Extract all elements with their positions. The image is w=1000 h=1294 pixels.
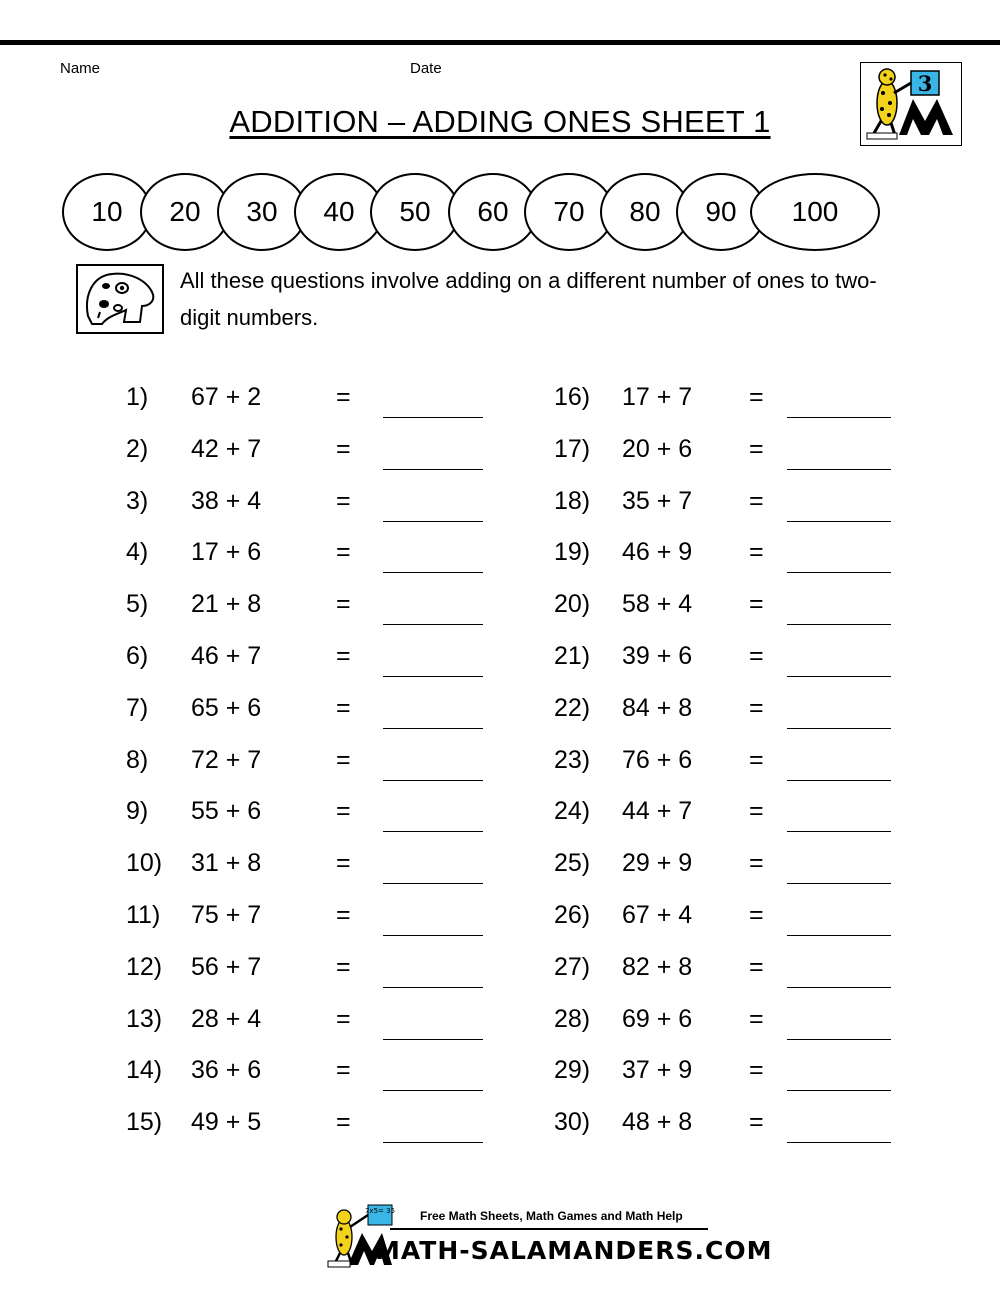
question-expression: 65 + 6 [191,693,262,722]
question-row [0,847,1000,899]
question-number: 3) [126,486,149,515]
question-row [0,1003,1000,1055]
question-number: 9) [126,797,149,826]
question-row [0,1054,1000,1106]
answer-line[interactable] [787,572,891,573]
intro-instructions: All these questions involve adding on a different number of ones to two-digit numbers. [180,268,877,330]
equals-sign: = [749,952,764,981]
question-expression: 49 + 5 [191,1108,262,1137]
equals-sign: = [749,849,764,878]
number-line-oval: 80 [600,173,690,251]
question-expression: 75 + 7 [191,901,262,929]
question-expression: 82 + 8 [622,952,693,981]
question-expression: 42 + 7 [191,434,262,463]
question-expression: 46 + 7 [191,642,262,670]
answer-line[interactable] [787,624,891,625]
equals-sign: = [749,383,764,411]
question-expression: 48 + 8 [622,1108,693,1137]
question-row [0,433,1000,485]
question-expression: 38 + 4 [191,486,262,515]
equals-sign: = [336,1004,351,1033]
number-line-oval: 60 [448,173,538,251]
question-number: 21) [554,642,591,670]
question-expression: 29 + 9 [622,849,693,878]
question-expression: 55 + 6 [191,797,262,826]
name-label: Name [60,60,101,77]
question-number: 10) [126,849,163,878]
answer-line[interactable] [787,935,891,936]
question-number: 26) [554,901,591,929]
number-line-oval: 50 [370,173,460,251]
equals-sign: = [336,797,351,826]
question-row [0,536,1000,588]
equals-sign: = [749,693,764,722]
question-expression: 72 + 7 [191,745,262,774]
question-row [0,795,1000,847]
equals-sign: = [336,383,351,411]
salamander-face-icon [76,264,164,334]
question-number: 25) [554,849,591,878]
answer-line[interactable] [787,987,891,988]
question-row [0,588,1000,640]
question-number: 22) [554,693,591,722]
number-line-oval: 20 [140,173,230,251]
equals-sign: = [749,1108,764,1137]
question-row [0,640,1000,692]
question-expression: 28 + 4 [191,1004,262,1033]
question-number: 12) [126,952,163,981]
question-expression: 84 + 8 [622,693,693,722]
question-row [0,1106,1000,1158]
equals-sign: = [336,1108,351,1137]
question-number: 20) [554,590,591,619]
number-line-oval: 100 [750,173,880,251]
question-number: 14) [126,1056,163,1085]
answer-line[interactable] [787,1142,891,1143]
question-number: 5) [126,590,149,619]
question-row [0,951,1000,1003]
footer-rule [390,1228,708,1230]
answer-line[interactable] [787,831,891,832]
question-number: 4) [126,538,149,567]
question-expression: 67 + 2 [191,383,262,411]
equals-sign: = [336,642,351,670]
equals-sign: = [336,1056,351,1085]
answer-line[interactable] [787,883,891,884]
question-number: 23) [554,745,591,774]
answer-line[interactable] [787,1039,891,1040]
question-number: 6) [126,642,149,670]
equals-sign: = [336,590,351,619]
question-expression: 20 + 6 [622,434,693,463]
equals-sign: = [749,434,764,463]
question-number: 11) [126,901,161,929]
question-row [0,485,1000,537]
question-expression: 31 + 8 [191,849,262,878]
question-number: 8) [126,745,149,774]
question-number: 27) [554,952,591,981]
question-expression: 39 + 6 [622,642,693,670]
question-row [0,692,1000,744]
equals-sign: = [336,952,351,981]
question-expression: 69 + 6 [622,1004,693,1033]
answer-line[interactable] [787,780,891,781]
number-line-oval: 70 [524,173,614,251]
question-number: 17) [554,434,591,463]
question-number: 28) [554,1004,591,1033]
top-rule [0,40,1000,45]
question-expression: 17 + 7 [622,383,693,411]
equals-sign: = [749,797,764,826]
question-number: 29) [554,1056,591,1085]
question-row [0,899,1000,951]
answer-line[interactable] [787,676,891,677]
question-expression: 35 + 7 [622,486,693,515]
equals-sign: = [749,590,764,619]
number-line-oval: 30 [217,173,307,251]
worksheet-title: ADDITION – ADDING ONES SHEET 1 [229,104,771,139]
equals-sign: = [749,642,764,670]
number-line-oval: 10 [62,173,152,251]
equals-sign: = [749,538,764,567]
equals-sign: = [749,1004,764,1033]
question-expression: 37 + 9 [622,1056,693,1085]
question-number: 15) [126,1108,163,1137]
equals-sign: = [749,486,764,515]
equals-sign: = [336,693,351,722]
equals-sign: = [749,1056,764,1085]
equals-sign: = [336,849,351,878]
question-row [0,381,1000,433]
equals-sign: = [336,486,351,515]
question-number: 18) [554,486,591,515]
grade-number: 3 [917,71,933,96]
question-expression: 17 + 6 [191,538,262,567]
equals-sign: = [336,538,351,567]
answer-line[interactable] [787,521,891,522]
question-number: 2) [126,434,149,463]
question-expression: 76 + 6 [622,745,693,774]
answer-line[interactable] [787,417,891,418]
footer-brand: MATH-SALAMANDERS.COM [375,1236,773,1265]
equals-sign: = [336,434,351,463]
question-expression: 56 + 7 [191,952,262,981]
number-line [62,173,882,251]
question-expression: 36 + 6 [191,1056,262,1085]
question-row [0,744,1000,796]
footer-tagline: Free Math Sheets, Math Games and Math Help [420,1209,683,1223]
logo-badge: 7x5= 35 [364,1207,396,1215]
answer-line[interactable] [787,728,891,729]
number-line-oval: 90 [676,173,766,251]
question-number: 30) [554,1108,591,1137]
question-number: 16) [554,383,591,411]
question-expression: 46 + 9 [622,538,693,567]
question-number: 7) [126,693,149,722]
equals-sign: = [749,745,764,774]
answer-line[interactable] [787,469,891,470]
question-number: 24) [554,797,591,826]
question-number: 13) [126,1004,163,1033]
answer-line[interactable] [787,1090,891,1091]
question-number: 1) [126,383,149,411]
equals-sign: = [336,901,351,929]
question-expression: 21 + 8 [191,590,262,619]
equals-sign: = [749,901,764,929]
question-expression: 44 + 7 [622,797,693,826]
question-expression: 67 + 4 [622,901,693,929]
date-label: Date [410,60,442,77]
equals-sign: = [336,745,351,774]
question-expression: 58 + 4 [622,590,693,619]
number-line-oval: 40 [294,173,384,251]
question-number: 19) [554,538,591,567]
